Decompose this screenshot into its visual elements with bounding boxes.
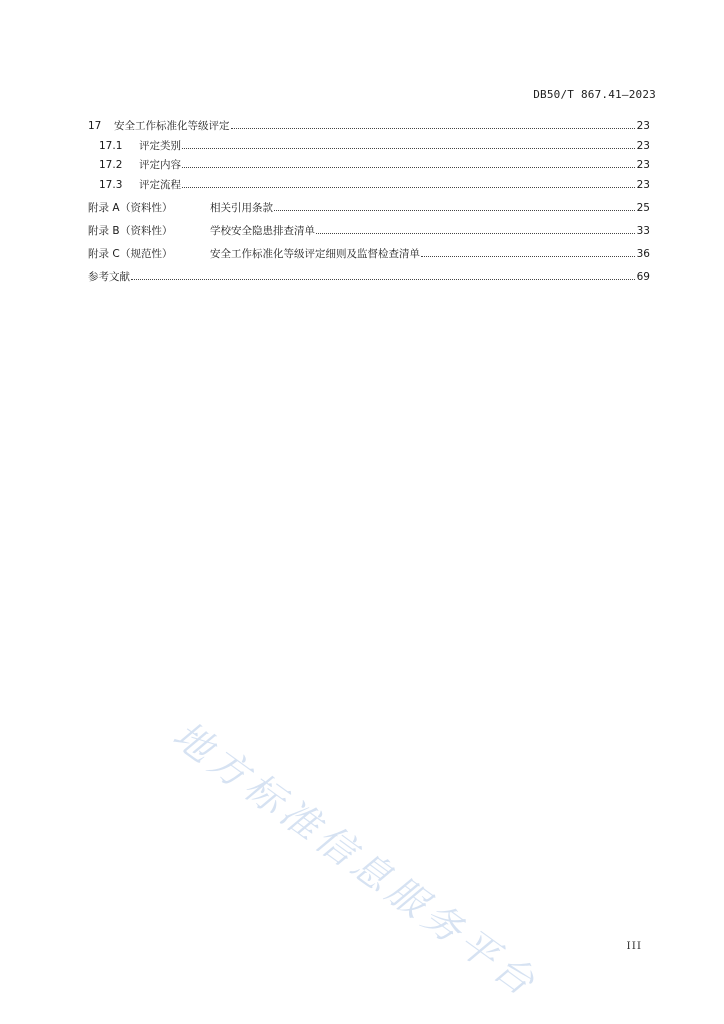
toc-appendix-b[interactable] <box>88 222 650 242</box>
table-of-contents <box>88 117 650 287</box>
watermark: 地方标准信息服务平台 <box>165 712 547 1007</box>
toc-entry-17[interactable] <box>88 117 650 137</box>
toc-appendix-c[interactable] <box>88 245 650 265</box>
toc-entry-number: 17.1 <box>99 139 123 152</box>
toc-entry-page: 69 <box>636 270 650 283</box>
toc-entry-page: 23 <box>636 159 650 171</box>
toc-appendix-kind: （资料性） <box>120 201 173 214</box>
toc-dot-leader <box>182 166 635 168</box>
toc-entry-number: 17.2 <box>99 159 123 171</box>
toc-entry-title: 安全工作标准化等级评定 <box>114 120 230 132</box>
toc-entry-title: 相关引用条款 <box>210 201 273 214</box>
toc-dot-leader <box>231 127 636 129</box>
toc-entry-page: 36 <box>636 247 650 260</box>
toc-entry-page: 23 <box>636 139 650 152</box>
toc-appendix-label: 附录 B <box>88 224 120 237</box>
toc-references[interactable] <box>88 268 650 288</box>
document-code: DB50/T 867.41—2023 <box>533 88 656 101</box>
toc-entry-page: 23 <box>636 120 650 132</box>
toc-entry-title: 安全工作标准化等级评定细则及监督检查清单 <box>210 247 420 260</box>
toc-entry-title: 学校安全隐患排查清单 <box>210 224 315 237</box>
toc-entry-number: 17 <box>88 120 102 132</box>
page-number: III <box>626 940 642 952</box>
toc-appendix-label: 附录 C <box>88 247 120 260</box>
toc-entry-title: 参考文献 <box>88 270 130 283</box>
toc-dot-leader <box>274 209 635 211</box>
toc-dot-leader <box>421 255 635 257</box>
toc-entry-17-2[interactable] <box>88 156 650 176</box>
toc-appendix-a[interactable] <box>88 199 650 219</box>
toc-dot-leader <box>182 186 635 188</box>
toc-entry-page: 23 <box>636 178 650 191</box>
toc-entry-page: 33 <box>636 224 650 237</box>
toc-entry-title: 评定类别 <box>139 139 181 152</box>
toc-entry-title: 评定流程 <box>139 178 181 191</box>
toc-entry-number: 17.3 <box>99 178 123 191</box>
toc-entry-17-1[interactable] <box>88 137 650 157</box>
toc-entry-title: 评定内容 <box>139 159 181 171</box>
toc-dot-leader <box>316 232 635 234</box>
toc-dot-leader <box>131 278 635 280</box>
toc-dot-leader <box>182 147 635 149</box>
toc-appendix-label: 附录 A <box>88 201 120 214</box>
toc-entry-17-3[interactable] <box>88 176 650 196</box>
toc-appendix-kind: （资料性） <box>120 224 173 237</box>
toc-appendix-kind: （规范性） <box>120 247 173 260</box>
toc-entry-page: 25 <box>636 201 650 214</box>
